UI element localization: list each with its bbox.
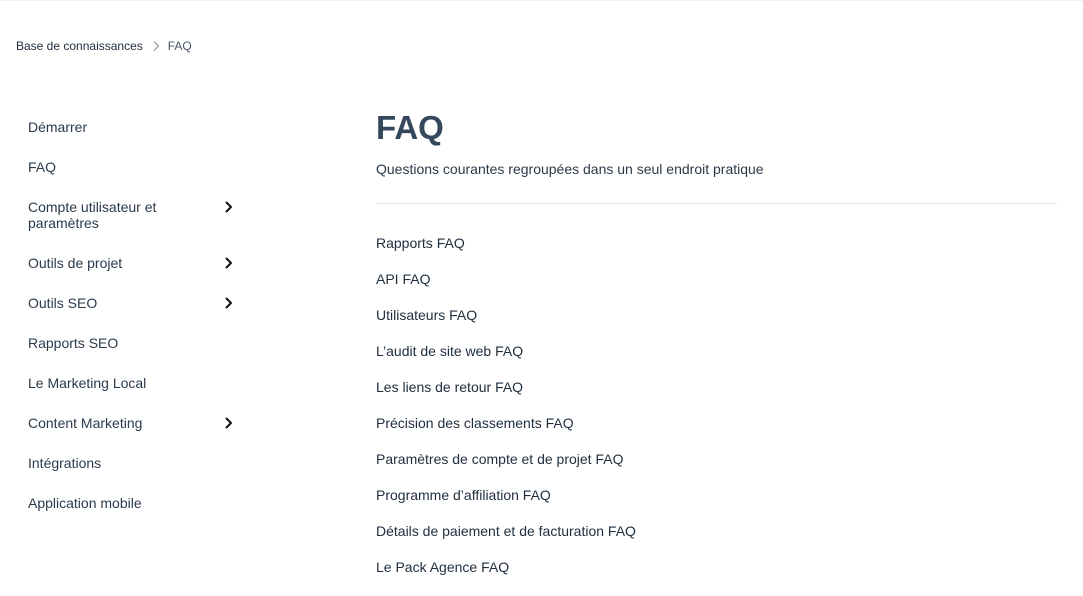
breadcrumb-current: FAQ [167, 39, 192, 53]
sidebar-item-outils-projet[interactable] [28, 255, 198, 271]
sidebar-item-content-marketing[interactable] [28, 415, 198, 431]
sidebar-item-application-mobile[interactable] [28, 495, 198, 511]
chevron-right-icon[interactable] [223, 256, 235, 270]
faq-link-liens-retour[interactable]: Les liens de retour FAQ [376, 379, 524, 395]
divider [376, 203, 1057, 204]
faq-link-pack-agence[interactable]: Le Pack Agence FAQ [376, 559, 510, 575]
sidebar-item-label: Démarrer [28, 119, 88, 135]
sidebar-item-label: Compte utilisateur et paramètres [28, 199, 157, 231]
sidebar-item-label: Le Marketing Local [28, 375, 147, 391]
sidebar-item-integrations[interactable] [28, 455, 198, 471]
sidebar-item-label: Outils de projet [28, 255, 123, 271]
faq-link-utilisateurs[interactable]: Utilisateurs FAQ [376, 307, 478, 323]
sidebar-item-faq[interactable] [28, 159, 198, 175]
page-subtitle: Questions courantes regroupées dans un seul endroit pratique [376, 161, 764, 177]
chevron-right-icon[interactable] [223, 200, 235, 214]
chevron-right-icon [151, 40, 161, 52]
breadcrumb [16, 38, 192, 54]
sidebar-item-label: Content Marketing [28, 415, 143, 431]
sidebar-item-compte-utilisateur[interactable] [28, 199, 198, 231]
sidebar-item-label: FAQ [28, 159, 57, 175]
sidebar-item-label: Application mobile [28, 495, 142, 511]
breadcrumb-root[interactable]: Base de connaissances [16, 39, 143, 53]
sidebar-item-rapports-seo[interactable] [28, 335, 198, 351]
faq-link-parametres-compte[interactable]: Paramètres de compte et de projet FAQ [376, 451, 624, 467]
chevron-right-icon[interactable] [223, 416, 235, 430]
sidebar-item-marketing-local[interactable] [28, 375, 198, 391]
faq-link-api[interactable]: API FAQ [376, 271, 431, 287]
faq-link-rapports[interactable]: Rapports FAQ [376, 235, 465, 251]
sidebar-item-label: Outils SEO [28, 295, 98, 311]
faq-link-paiement-facturation[interactable]: Détails de paiement et de facturation FAQ [376, 523, 636, 539]
sidebar-item-outils-seo[interactable] [28, 295, 198, 311]
sidebar-item-label: Rapports SEO [28, 335, 119, 351]
faq-link-audit-site[interactable]: L’audit de site web FAQ [376, 343, 524, 359]
main-content [376, 109, 1057, 594]
page-title: FAQ [376, 109, 444, 146]
sidebar-item-demarrer[interactable] [28, 119, 198, 135]
faq-link-list [376, 234, 1057, 576]
sidebar-item-label: Intégrations [28, 455, 102, 471]
faq-link-precision-classements[interactable]: Précision des classements FAQ [376, 415, 574, 431]
chevron-right-icon[interactable] [223, 296, 235, 310]
faq-link-programme-affiliation[interactable]: Programme d’affiliation FAQ [376, 487, 551, 503]
